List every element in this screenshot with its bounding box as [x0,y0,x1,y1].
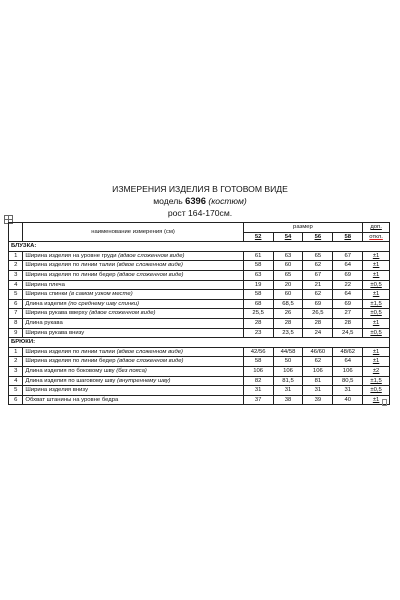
size-value: 31 [303,386,333,396]
measurement-note: (вдвое сложенном виде) [115,358,184,365]
measurement-name: Ширина изделия по линии талии [25,348,115,355]
size-value: 22 [333,280,363,290]
tolerance-value: ±1 [372,252,380,259]
row-number: 6 [9,395,23,405]
tolerance-value: ±1 [372,272,380,279]
row-number: 3 [9,366,23,376]
section-title: БЛУЗКА: [9,242,390,252]
size-value: 40 [333,395,363,405]
table-row [9,328,390,338]
measurement-name: Ширина изделия по линии талии [25,262,115,269]
size-value: 106 [243,366,273,376]
measurement-name: Ширина изделия на уровне груди [25,252,117,259]
measurement-name: Длина изделия по шаговому шву [25,377,116,384]
header-tolerance-label: доп. [370,224,382,231]
row-number: 2 [9,261,23,271]
row-number: 4 [9,376,23,386]
size-value: 24 [303,328,333,338]
measurement-note: (без пояса) [114,368,147,374]
measurement-name-cell [23,347,243,357]
size-value: 62 [303,357,333,367]
size-value: 68 [243,299,273,309]
size-value: 64 [333,261,363,271]
tolerance-cell [363,376,390,386]
size-value: 61 [243,251,273,261]
measurement-note: (вдвое сложенном виде) [87,310,156,317]
size-value: 31 [243,386,273,396]
measurement-name-cell [23,290,243,300]
size-54: 54 [273,232,303,242]
row-number: 8 [9,318,23,328]
header-name-cell: наименование измерения (см) [23,223,243,242]
size-value: 106 [303,366,333,376]
tolerance-cell [363,261,390,271]
size-value: 65 [273,270,303,280]
size-value: 31 [333,386,363,396]
tolerance-cell [363,309,390,319]
document-header [0,183,400,219]
table-row [9,299,390,309]
measurement-name: Ширина изделия внизу [25,387,89,394]
size-value: 48/62 [333,347,363,357]
size-value: 81 [303,376,333,386]
table-row [9,357,390,367]
measurement-name: Обхват штанины на уровне бедра [25,396,119,403]
size-value: 24,5 [333,328,363,338]
tolerance-value: ±1 [372,320,380,327]
tolerance-value: ±1,5 [370,300,382,307]
tolerance-value: ±1 [372,262,380,269]
row-number: 3 [9,270,23,280]
tolerance-value: ±1 [372,348,380,355]
size-value: 46/60 [303,347,333,357]
measurement-name-cell [23,318,243,328]
size-value: 26 [273,309,303,319]
tolerance-cell [363,357,390,367]
tolerance-cell [363,290,390,300]
section-row [9,242,390,252]
size-value: 64 [333,357,363,367]
tolerance-value: ±0,5 [370,281,382,288]
model-line [0,195,400,207]
paragraph-end-mark [382,399,387,406]
model-type: (костюм) [208,196,247,206]
section-title: БРЮКИ: [9,338,390,348]
size-value: 60 [273,290,303,300]
size-value: 67 [333,251,363,261]
measurement-note: (по среднему шву спинки) [66,300,140,307]
measurement-name-cell [23,328,243,338]
table-row [9,347,390,357]
row-number: 7 [9,309,23,319]
tolerance-value: ±0,5 [370,329,382,336]
size-value: 58 [243,357,273,367]
size-58: 58 [333,232,363,242]
measurement-name: Ширина изделия по линии бедер [25,272,116,279]
measurement-name-cell [23,261,243,271]
size-value: 68,5 [273,299,303,309]
size-value: 28 [273,318,303,328]
measurement-name-cell [23,395,243,405]
table-row [9,376,390,386]
size-value: 38 [273,395,303,405]
size-value: 62 [303,261,333,271]
measurement-name: Ширина изделия по линии бедер [25,358,116,365]
size-value: 28 [333,318,363,328]
size-value: 63 [273,251,303,261]
size-value: 60 [273,261,303,271]
size-value: 58 [243,261,273,271]
size-value: 81,5 [273,376,303,386]
size-value: 63 [243,270,273,280]
size-value: 69 [333,270,363,280]
size-value: 69 [333,299,363,309]
table-header-row [9,223,390,233]
tolerance-value: ±1,5 [370,377,382,384]
size-value: 37 [243,395,273,405]
tolerance-cell [363,328,390,338]
table-row [9,318,390,328]
table-row [9,251,390,261]
measurement-note: (вдвое сложенном виде) [115,272,184,279]
tolerance-cell [363,318,390,328]
table-row [9,270,390,280]
table-row [9,280,390,290]
size-value: 69 [303,299,333,309]
size-value: 62 [303,290,333,300]
model-prefix: модель [153,196,186,206]
tolerance-value: ±0,5 [370,387,382,394]
measurement-note: (в самом узком месте) [67,291,133,298]
measurements-table-body [9,223,390,405]
size-value: 21 [303,280,333,290]
table-row [9,309,390,319]
size-52: 52 [243,232,273,242]
measurement-name-cell [23,299,243,309]
size-value: 58 [243,290,273,300]
header-tolerance-cell [363,223,390,233]
size-value: 80,5 [333,376,363,386]
size-value: 106 [273,366,303,376]
measurement-name-cell [23,386,243,396]
section-row [9,338,390,348]
tolerance-cell [363,386,390,396]
row-number: 9 [9,328,23,338]
tolerance-cell [363,270,390,280]
row-number: 1 [9,251,23,261]
measurement-name: Ширина спинки [25,291,68,298]
table-row [9,395,390,405]
size-value: 27 [333,309,363,319]
size-value: 28 [243,318,273,328]
row-number: 5 [9,290,23,300]
measurements-table [8,222,390,405]
header-tolerance-sub [363,232,390,242]
row-number: 2 [9,357,23,367]
size-value: 42/56 [243,347,273,357]
tolerance-sub-label: откл. [369,233,383,240]
measurement-name-cell [23,309,243,319]
row-number: 4 [9,280,23,290]
size-value: 23,5 [273,328,303,338]
table-row [9,386,390,396]
tolerance-cell [363,280,390,290]
measurement-name-cell [23,357,243,367]
header-size-cell: размер [243,223,362,233]
size-value: 23 [243,328,273,338]
measurement-note: (вдвое сложенном виде) [115,262,183,269]
tolerance-value: ±0,5 [370,310,382,317]
header-number-cell [9,223,23,242]
measurement-name: Ширина рукава вверху [25,310,88,317]
measurement-note: (внутреннему шву) [115,377,171,384]
size-value: 67 [303,270,333,280]
tolerance-value: ±1 [372,396,380,403]
row-number: 1 [9,347,23,357]
size-56: 56 [303,232,333,242]
measurement-name-cell [23,251,243,261]
height-range: рост 164-170см. [167,208,233,218]
size-value: 26,5 [303,309,333,319]
row-number: 6 [9,299,23,309]
measurement-name-cell [23,366,243,376]
size-value: 31 [273,386,303,396]
size-value: 82 [243,376,273,386]
size-value: 64 [333,290,363,300]
size-value: 20 [273,280,303,290]
tolerance-cell [363,299,390,309]
size-value: 39 [303,395,333,405]
size-value: 50 [273,357,303,367]
measurement-name: Длина изделия по боковому шву [25,368,115,374]
size-value: 65 [303,251,333,261]
row-number: 5 [9,386,23,396]
measurement-name: Ширина рукава внизу [25,329,85,336]
document-title: ИЗМЕРЕНИЯ ИЗДЕЛИЯ В ГОТОВОМ ВИДЕ [112,184,288,194]
model-number: 6396 [185,195,206,206]
tolerance-cell [363,251,390,261]
tolerance-value: ±1 [372,291,380,298]
size-value: 106 [333,366,363,376]
tolerance-cell [363,347,390,357]
tolerance-value: ±1 [372,358,380,365]
measurement-name: Ширина плеча [25,281,65,288]
table-row [9,261,390,271]
measurement-name-cell [23,280,243,290]
size-value: 44/58 [273,347,303,357]
tolerance-value: ±2 [372,368,380,374]
measurement-name-cell [23,270,243,280]
table-row [9,290,390,300]
measurement-note: (вдвое сложенном виде) [115,348,183,355]
table-row [9,366,390,376]
measurement-name: Длина рукава [25,320,63,327]
measurement-name: Длина изделия [25,300,67,307]
measurement-note: (вдвое сложенном виде) [116,252,185,259]
size-value: 25,5 [243,309,273,319]
size-value: 19 [243,280,273,290]
measurement-name-cell [23,376,243,386]
tolerance-cell [363,366,390,376]
size-value: 28 [303,318,333,328]
